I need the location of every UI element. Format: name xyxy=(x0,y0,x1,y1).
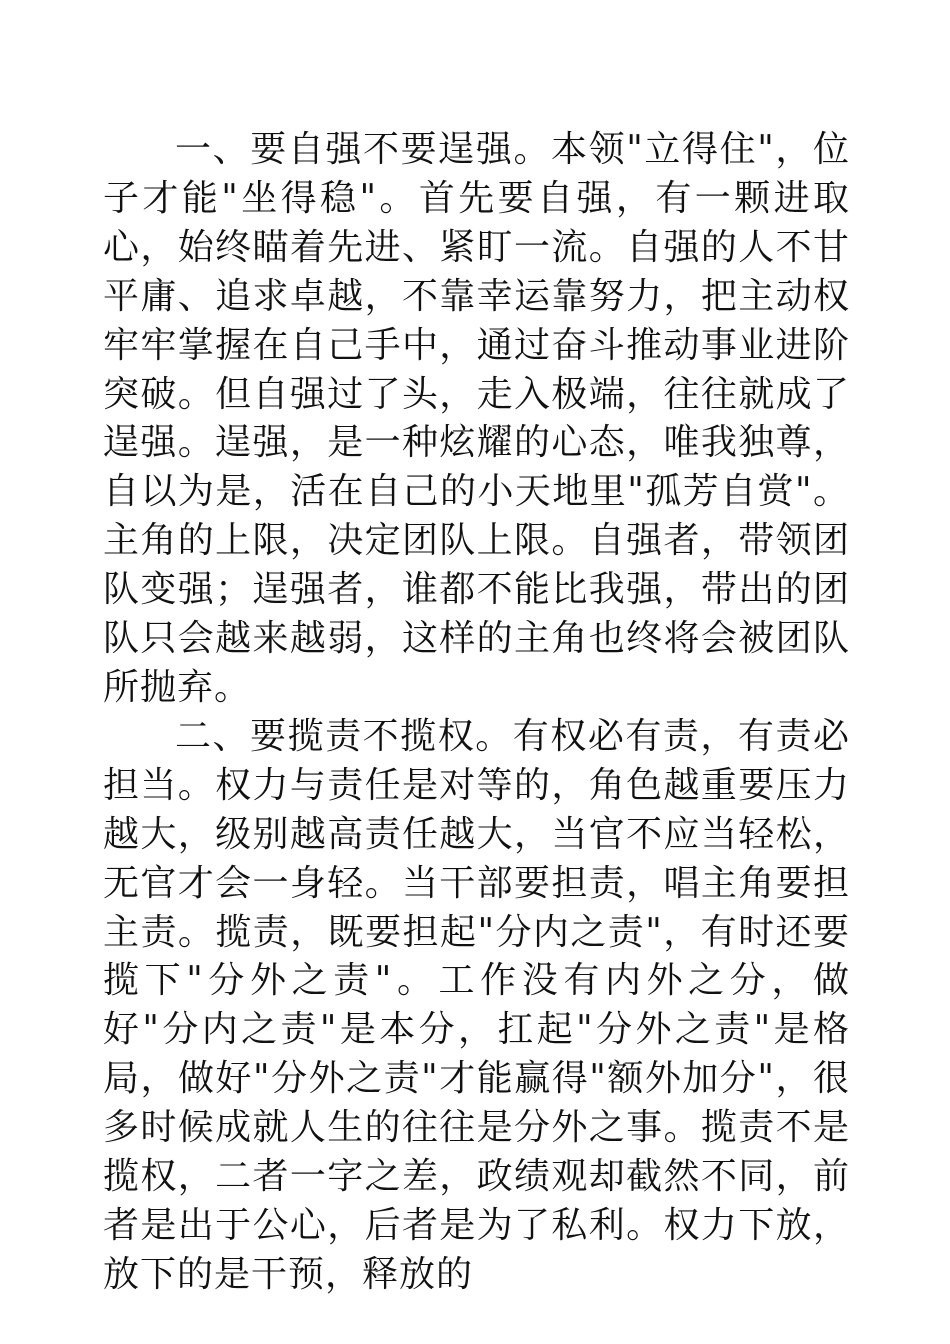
paragraph-take-responsibility: 二、要揽责不揽权。有权必有责，有责必担当。权力与责任是对等的，角色越重要压力越大，级别越高责任越大，当官不应当轻松，无官才会一身轻。当干部要担责，唱主角要担主责。揽责，既要担起"分内之责"，有时还要揽下"分外之责"。工作没有内外之分，做好"分内之责"是本分，扛起"分外之责"是格局，做好"分外之责"才能赢得"额外加分"，很多时候成就人生的往往是分外之事。揽责不是揽权，二者一字之差，政绩观却截然不同，前者是出于公心，后者是为了私利。权力下放，放下的是干预，释放的 xyxy=(103,715,850,1295)
document-body xyxy=(103,126,850,1300)
paragraph-self-strength: 一、要自强不要逞强。本领"立得住"，位子才能"坐得稳"。首先要自强，有一颗进取心，始终瞄着先进、紧盯一流。自强的人不甘平庸、追求卓越，不靠幸运靠努力，把主动权牢牢掌握在自己手中，通过奋斗推动事业进阶突破。但自强过了头，走入极端，往往就成了逞强。逞强，是一种炫耀的心态，唯我独尊，自以为是，活在自己的小天地里"孤芳自赏"。主角的上限，决定团队上限。自强者，带领团队变强；逞强者，谁都不能比我强，带出的团队只会越来越弱，这样的主角也终将会被团队所抛弃。 xyxy=(103,129,850,708)
